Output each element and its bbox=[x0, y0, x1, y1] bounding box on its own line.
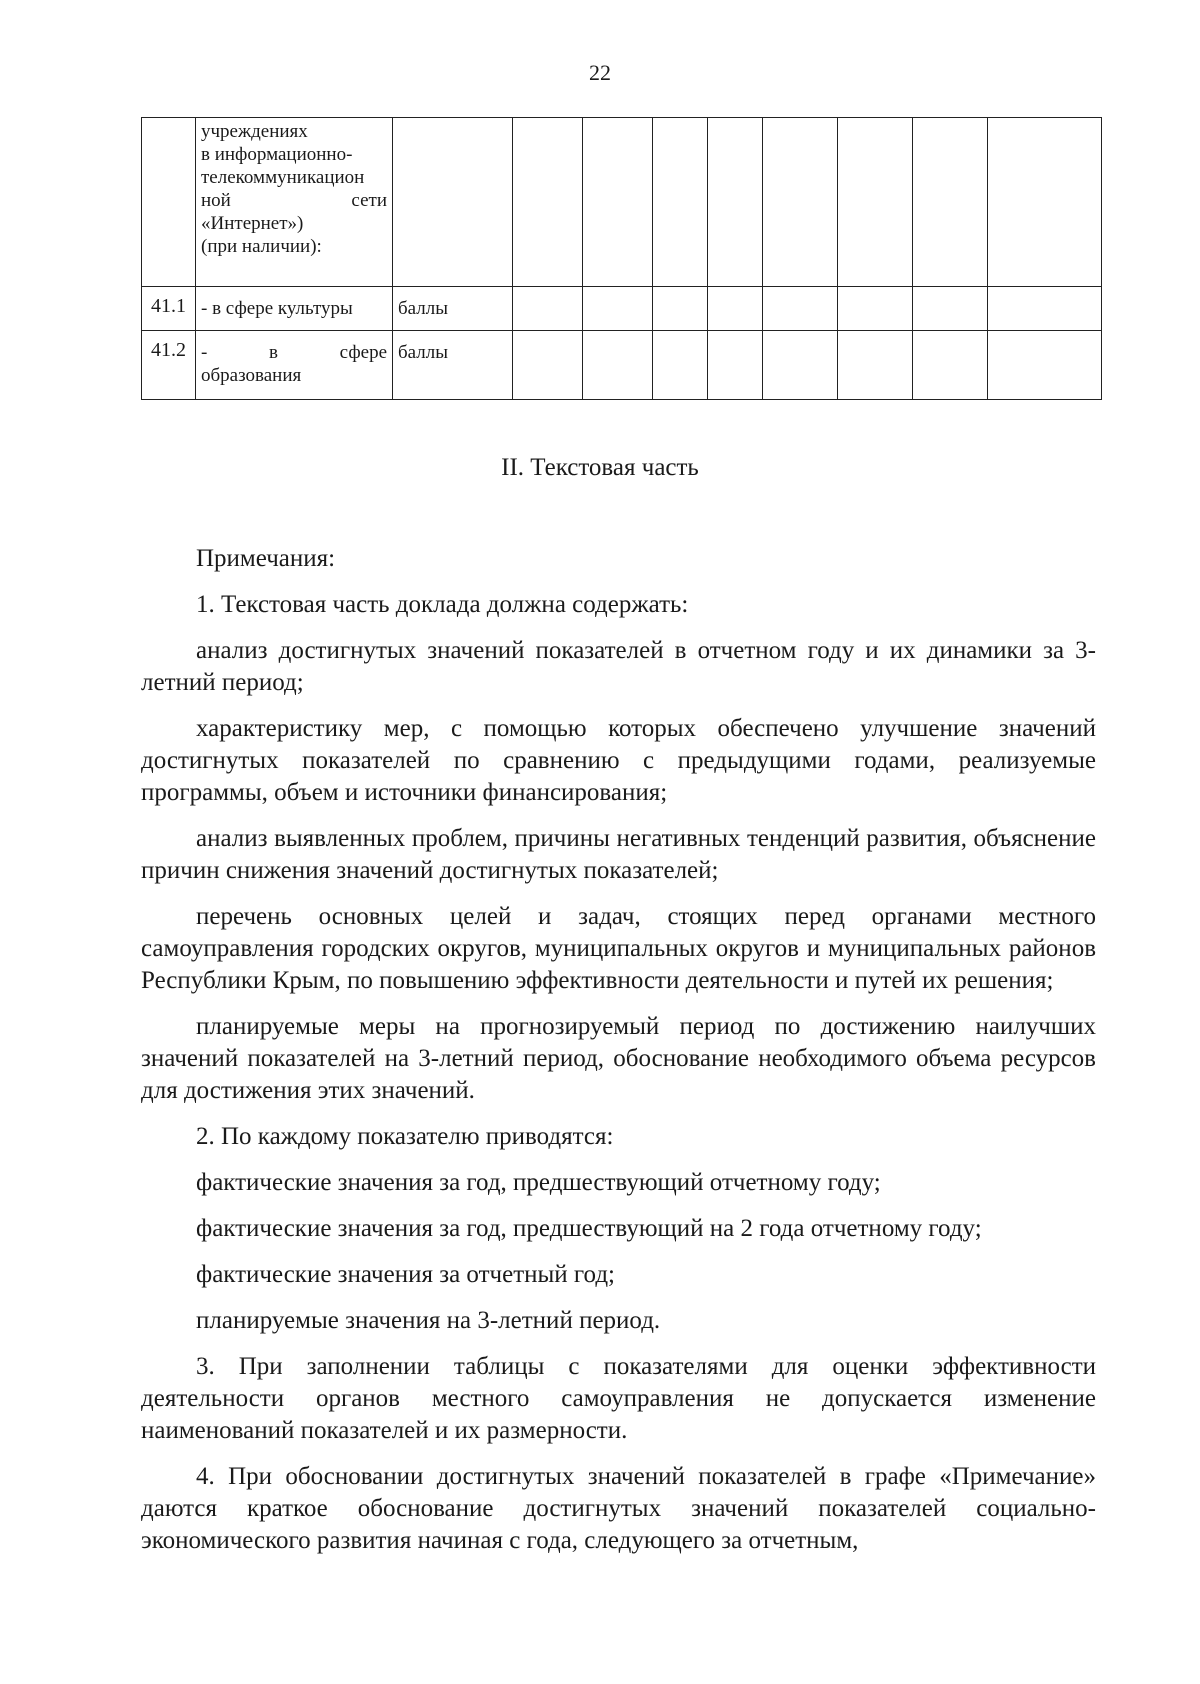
row-number-cell: 41.1 bbox=[142, 287, 196, 331]
note-item-3: 3. При заполнении таблицы с показателями для оценки эффективности деятельности органов местного самоуправления не допускается изменение наименований показателей и их размерности. bbox=[141, 1353, 1096, 1444]
indicator-name-cell bbox=[196, 118, 393, 287]
paragraph: характеристику мер, с помощью которых обеспечено улучшение значений достигнутых показателей по сравнению с предыдущими годами, реализуемые программы, объем и источники финансирования; bbox=[141, 715, 1096, 806]
value-cell bbox=[653, 331, 708, 400]
value-cell bbox=[988, 118, 1102, 287]
value-cell bbox=[653, 118, 708, 287]
value-cell bbox=[763, 287, 838, 331]
section-title: II. Текстовая часть bbox=[501, 454, 699, 481]
value-cell bbox=[513, 118, 583, 287]
note-item-4: 4. При обосновании достигнутых значений показателей в графе «Примечание» даются краткое обоснование достигнутых значений показателей социально-экономического развития начиная с года, следующего за отчетным, bbox=[141, 1463, 1096, 1554]
paragraph: фактические значения за отчетный год; bbox=[196, 1261, 615, 1288]
name-line: в информационно- bbox=[201, 144, 353, 165]
table-row bbox=[142, 118, 1102, 287]
name-line: образования bbox=[201, 365, 302, 386]
note-item-2-intro: 2. По каждому показателю приводятся: bbox=[196, 1123, 614, 1150]
value-cell bbox=[583, 287, 653, 331]
indicator-name-cell: - в сфере культуры bbox=[196, 287, 393, 331]
name-line: учреждениях bbox=[201, 121, 308, 142]
page-number: 22 bbox=[589, 60, 611, 85]
value-cell bbox=[913, 331, 988, 400]
notes-body bbox=[141, 543, 1096, 1557]
paragraph: планируемые значения на 3-летний период. bbox=[196, 1307, 661, 1334]
indicators-table bbox=[141, 117, 1102, 400]
paragraph: фактические значения за год, предшествующий на 2 года отчетному году; bbox=[196, 1215, 982, 1242]
name-line: «Интернет») bbox=[201, 213, 304, 234]
indicator-name-cell bbox=[196, 331, 393, 400]
value-cell bbox=[583, 331, 653, 400]
name-line: телекоммуникацион bbox=[201, 167, 365, 188]
notes-heading: Примечания: bbox=[196, 545, 336, 572]
value-cell bbox=[763, 118, 838, 287]
table-row bbox=[142, 287, 1102, 331]
value-cell bbox=[583, 118, 653, 287]
unit-cell bbox=[393, 118, 513, 287]
paragraph: анализ выявленных проблем, причины негативных тенденций развития, объяснение причин снижения значений достигнутых показателей; bbox=[141, 825, 1096, 884]
name-line: ной сети bbox=[201, 190, 387, 211]
note-item-1-intro: 1. Текстовая часть доклада должна содержать: bbox=[196, 591, 689, 618]
name-part: сфере bbox=[339, 342, 387, 363]
name-part: в bbox=[269, 342, 278, 363]
value-cell bbox=[708, 287, 763, 331]
value-cell bbox=[708, 118, 763, 287]
value-cell bbox=[838, 287, 913, 331]
value-cell bbox=[838, 331, 913, 400]
table-row bbox=[142, 331, 1102, 400]
unit-cell: баллы bbox=[393, 331, 513, 400]
value-cell bbox=[838, 118, 913, 287]
paragraph: анализ достигнутых значений показателей в отчетном году и их динамики за 3-летний период; bbox=[141, 637, 1096, 696]
paragraph: планируемые меры на прогнозируемый период по достижению наилучших значений показателей на 3-летний период, обоснование необходимого объема ресурсов для достижения этих значений. bbox=[141, 1013, 1096, 1104]
value-cell bbox=[708, 331, 763, 400]
value-cell bbox=[653, 287, 708, 331]
name-line: (при наличии): bbox=[201, 236, 322, 257]
value-cell bbox=[988, 287, 1102, 331]
paragraph: перечень основных целей и задач, стоящих перед органами местного самоуправления городских округов, муниципальных округов и муниципальных районов Республики Крым, по повышению эффективности деятельности и путей их решения; bbox=[141, 903, 1096, 994]
name-part: - bbox=[201, 342, 208, 363]
unit-cell: баллы bbox=[393, 287, 513, 331]
value-cell bbox=[913, 287, 988, 331]
value-cell bbox=[913, 118, 988, 287]
paragraph: фактические значения за год, предшествующий отчетному году; bbox=[196, 1169, 881, 1196]
value-cell bbox=[513, 331, 583, 400]
row-number-cell bbox=[142, 118, 196, 287]
value-cell bbox=[988, 331, 1102, 400]
value-cell bbox=[763, 331, 838, 400]
value-cell bbox=[513, 287, 583, 331]
row-number-cell: 41.2 bbox=[142, 331, 196, 400]
